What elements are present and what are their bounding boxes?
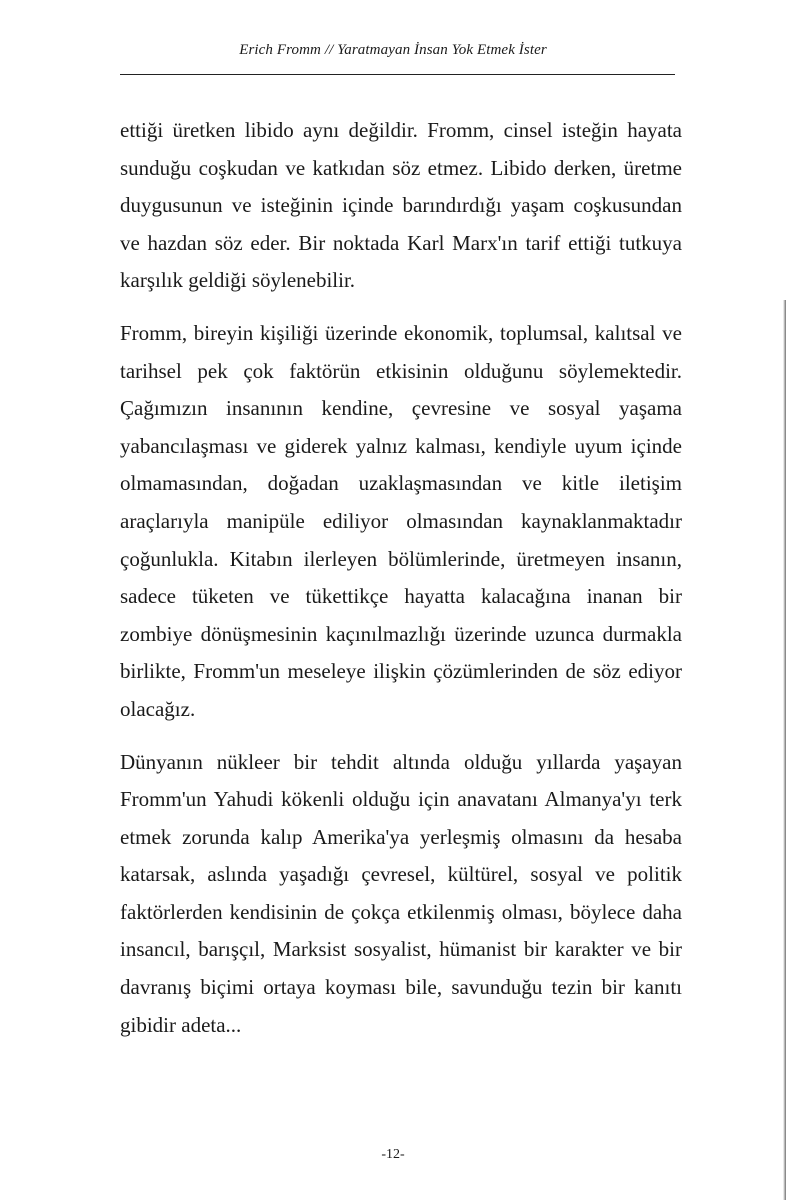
body-text [120,112,682,1044]
paragraph-1: ettiği üretken libido aynı değildir. Fromm, cinsel isteğin hayata sunduğu coşkudan ve katkıdan söz etmez. Libido derken, üretme duygusunun ve isteğinin içinde barındırdığı yaşam coşkusundan ve hazdan söz eder. Bir noktada Karl Marx'ın tarif ettiği tutkuya karşılık geldiği söylenebilir. [120,118,682,293]
header-rule [120,74,675,75]
running-header: Erich Fromm // Yaratmayan İnsan Yok Etmek İster [239,42,547,58]
page-number: -12- [381,1147,405,1162]
paragraph-3: Dünyanın nükleer bir tehdit altında olduğu yıllarda yaşayan Fromm'un Yahudi kökenli olduğu için anavatanı Almanya'yı terk etmek zorunda kalıp Amerika'ya yerleşmiş olmasını da hesaba katarsak, aslında yaşadığı çevresel, kültürel, sosyal ve politik faktörlerden kendisinin de çokça etkilenmiş olması, böylece daha insancıl, barışçıl, Marksist sosyalist, hümanist bir karakter ve bir davranış biçimi ortaya koyması bile, savunduğu tezin bir kanıtı gibidir adeta... [120,749,682,1037]
paragraph-2: Fromm, bireyin kişiliği üzerinde ekonomik, toplumsal, kalıtsal ve tarihsel pek çok faktörün etkisinin olduğunu söylemektedir. Çağımızın insanının kendine, çevresine ve sosyal yaşama yabancılaşması ve giderek yalnız kalması, kendiyle uyum içinde olmamasından, doğadan uzaklaşmasından ve kitle iletişim araçlarıyla manipüle ediliyor olmasından kaynaklanmaktadır çoğunlukla. Kitabın ilerleyen bölümlerinde, üretmeyen insanın, sadece tüketen ve tükettikçe hayatta kalacağına inanan bir zombiye dönüşmesinin kaçınılmazlığı üzerinde uzunca durmakla birlikte, Fromm'un meseleye ilişkin çözümlerinden de söz ediyor olacağız. [120,320,682,721]
